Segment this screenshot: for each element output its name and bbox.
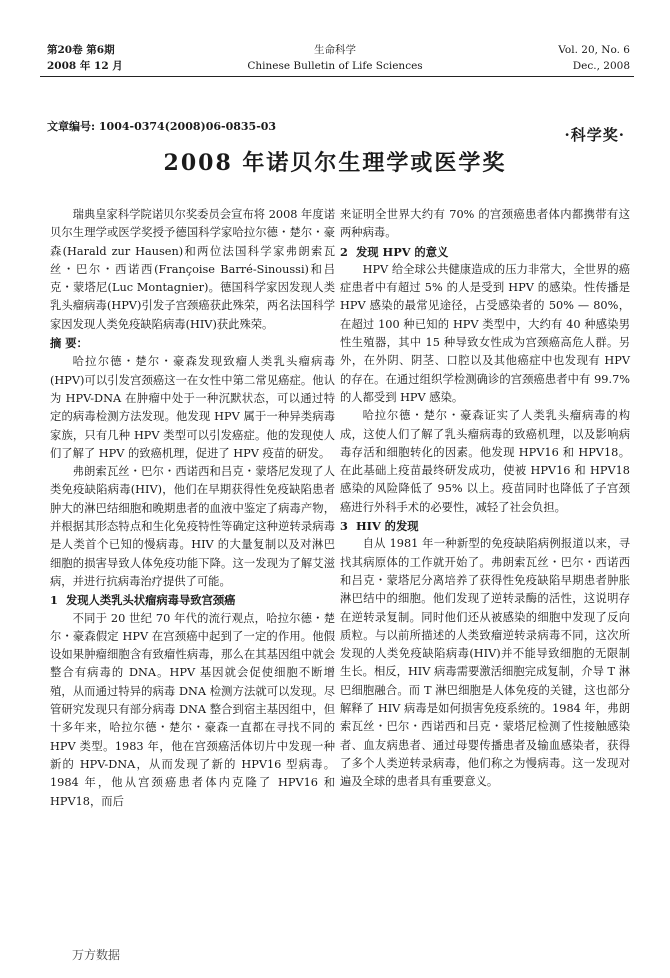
- section-tag: ·科学奖·: [564, 126, 625, 144]
- header-volume-en: Vol. 20, No. 6: [558, 44, 630, 56]
- right-column: [340, 206, 630, 792]
- header-date-en: Dec., 2008: [572, 60, 630, 72]
- abstract-label-text: 摘 要：: [50, 336, 88, 351]
- header-rule: [40, 76, 634, 77]
- header-volume-cn: 第20卷 第6期: [47, 44, 115, 56]
- section-2-paragraph-2: 哈拉尔德・楚尔・豪森证实了人类乳头瘤病毒的构成，这使人们了解了乳头瘤病毒的致癌机理，以及影响病毒存活和细胞转化的因素。他发现 HPV16 和 HPV18。在此基础上疫苗最终研发成功，使被 HPV16 和 HPV18 感染的风险降低了 95% 以上。疫苗同时也降低了子宫颈癌进行外科手术的必要性，减轻了社会负担。: [340, 409, 630, 514]
- section-2-heading: [340, 243, 630, 261]
- page-title: 2008 年诺贝尔生理学或医学奖: [163, 150, 507, 176]
- section-2-paragraph-1: HPV 给全球公共健康造成的压力非常大，全世界的癌症患者中有超过 5% 的人是受到 HPV 的感染。性传播是 HPV 感染的最常见途径，占受感染者的 50% — 80%，在超过 100 种已知的 HPV 类型中，大约有 40 种感染男性生殖器，其中 15 种导致女性成为宫颈癌高危人群。另外，在外阴、阴茎、口腔以及其他癌症中也发现有 HPV 的存在。在通过组织学检测确诊的宫颈癌患者中有 99.7% 的人都受到 HPV 感染。: [340, 262, 630, 404]
- section-3-title: HIV 的发现: [356, 519, 419, 534]
- header-date-cn: 2008 年 12 月: [47, 60, 123, 72]
- abstract-paragraph-1: 哈拉尔德・楚尔・豪森发现致瘤人类乳头瘤病毒(HPV)可以引发宫颈癌这一在女性中第二常见癌症。他认为 HPV-DNA 在肿瘤中处于一种沉默状态，可以通过特定的病毒检测方法发现。他发现 HPV 属于一种异类病毒家族，只有几种 HPV 类型可以引发癌症。他的发现使人们了解了 HPV 的致癌机理，促进了 HPV 疫苗的研发。: [50, 355, 335, 460]
- abstract-label: [50, 334, 335, 353]
- continued-paragraph: 来证明全世界大约有 70% 的宫颈癌患者体内都携带有这两种病毒。: [340, 208, 630, 240]
- section-3-paragraph: 自从 1981 年一种新型的免疫缺陷病例报道以来，寻找其病原体的工作就开始了。弗朗索瓦丝・巴尔・西诺西和吕克・蒙塔尼分离培养了获得性免疫缺陷早期患者肿胀淋巴结中的细胞。他们发现了逆转录酶的活性，这说明存在逆转录复制。同时他们还从被感染的细胞中发现了反向质粒。与以前所描述的人类致瘤逆转录病毒不同，这次所发现的人类免疫缺陷病毒(HIV)并不能导致细胞的无限制生长。相反，HIV 病毒需要激活细胞完成复制，介导 T 淋巴细胞融合。而 T 淋巴细胞是人体免疫的关键，这也部分解释了 HIV 病毒是如何损害免疫系统的。1984 年，弗朗索瓦丝・巴尔・西诺西和吕克・蒙塔尼检测了性接触感染者、血友病患者、通过母婴传播患者及输血感染者，获得了多个人类逆转录病毒，他们称之为慢病毒。这一发现对遍及全球的患者具有重要意义。: [340, 537, 630, 789]
- section-3-number: 3: [340, 519, 348, 534]
- page-header: [0, 0, 670, 76]
- article-number: 文章编号: 1004-0374(2008)06-0835-03: [47, 120, 277, 133]
- section-2-number: 2: [340, 244, 348, 259]
- left-column: [50, 206, 335, 811]
- section-1-heading: [50, 591, 335, 609]
- section-1-number: 1: [50, 593, 58, 608]
- footer-watermark: 万方数据: [72, 948, 121, 962]
- header-journal-cn: 生命科学: [314, 44, 356, 56]
- header-journal-en: Chinese Bulletin of Life Sciences: [247, 60, 423, 72]
- section-1-paragraph: 不同于 20 世纪 70 年代的流行观点，哈拉尔德・楚尔・豪森假定 HPV 在宫颈癌中起到了一定的作用。他假设如果肿瘤细胞含有致瘤性病毒，那么在其基因组中就会整合有病毒的 DNA。HPV 基因就会促使细胞不断增殖，从而通过特异的病毒 DNA 检测方法就可以发现。尽管研究发现只有部分病毒 DNA 整合到宿主基因组中，但十多年来，哈拉尔德・楚尔・豪森一直都在寻找不同的 HPV 类型。1983 年，他在宫颈癌活体切片中发现一种新的 HPV-DNA，从而发现了新的 HPV16 型病毒。1984 年，他从宫颈癌患者体内克隆了 HPV16 和 HPV18，而后: [50, 611, 335, 808]
- intro-paragraph: 瑞典皇家科学院诺贝尔奖委员会宣布将 2008 年度诺贝尔生理学或医学奖授予德国科学家哈拉尔德・楚尔・豪森(Harald zur Hausen)和两位法国科学家弗朗索瓦丝・巴尔・西诺西(Françoise Barré-Sinoussi)和吕克・蒙塔尼(Luc Montagnier)。德国科学家因发现人类乳头瘤病毒(HPV)引发子宫颈癌获此殊荣，两名法国科学家因发现人类免疫缺陷病毒(HIV)获此殊荣。: [50, 208, 335, 331]
- section-3-heading: [340, 517, 630, 535]
- section-2-title: 发现 HPV 的意义: [356, 244, 449, 259]
- header-right: [558, 42, 630, 74]
- abstract-paragraph-2: 弗朗索瓦丝・巴尔・西诺西和吕克・蒙塔尼发现了人类免疫缺陷病毒(HIV)，他们在早期获得性免疫缺陷患者肿大的淋巴结细胞和晚期患者的血液中鉴定了病毒产物，并根据其形态特点和生化免疫特性等确定这种逆转录病毒是人类首个已知的慢病毒。HIV 的大量复制以及对淋巴细胞的损害导致人体免疫功能下降。这一发现为了解艾滋病，并进行抗病毒治疗提供了可能。: [50, 465, 335, 588]
- section-1-title: 发现人类乳头状瘤病毒导致宫颈癌: [66, 593, 236, 608]
